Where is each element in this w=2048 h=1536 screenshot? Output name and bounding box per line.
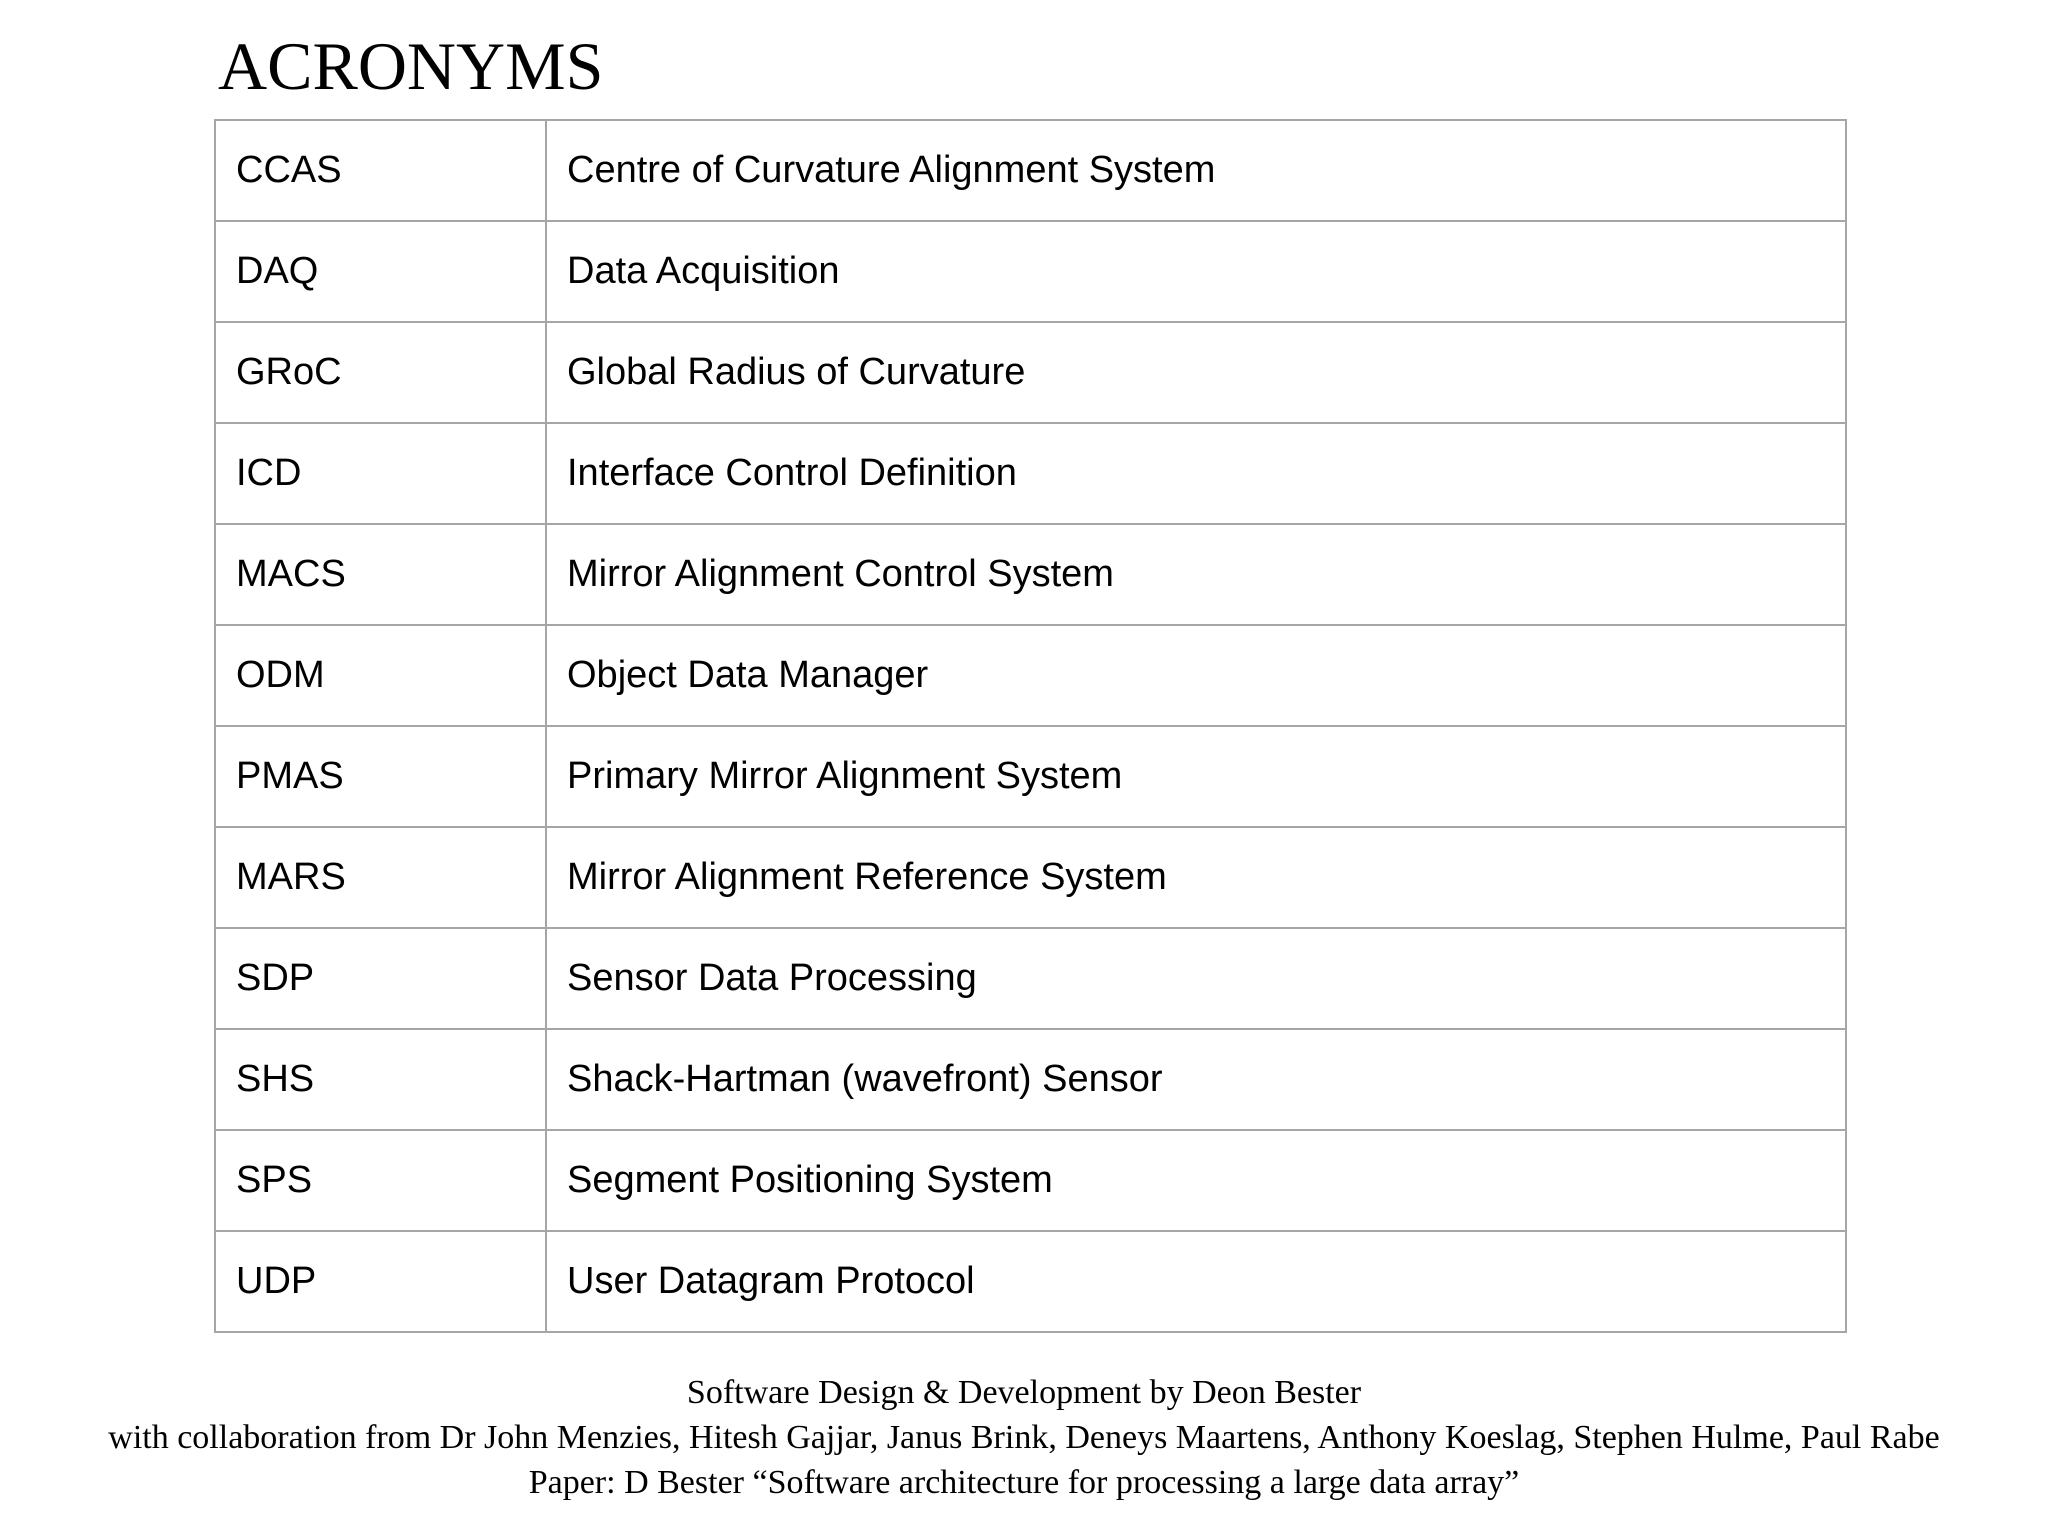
definition-cell: Shack-Hartman (wavefront) Sensor [546, 1029, 1846, 1130]
acronym-cell: SHS [215, 1029, 546, 1130]
acronym-cell: ODM [215, 625, 546, 726]
footer-collaborators-line: with collaboration from Dr John Menzies, Hitesh Gajjar, Janus Brink, Deneys Maartens, Anthony Koeslag, Stephen Hulme, Paul Rabe [108, 1419, 1940, 1456]
acronym-cell: ICD [215, 423, 546, 524]
table-row [215, 827, 1846, 928]
table-row [215, 1130, 1846, 1231]
acronym-cell: SDP [215, 928, 546, 1029]
acronym-cell: MARS [215, 827, 546, 928]
definition-cell: Data Acquisition [546, 221, 1846, 322]
definition-cell: Object Data Manager [546, 625, 1846, 726]
acronym-cell: GRoC [215, 322, 546, 423]
definition-cell: Mirror Alignment Control System [546, 524, 1846, 625]
table-row [215, 625, 1846, 726]
footer-credit-line: Software Design & Development by Deon Bester [686, 1374, 1362, 1411]
acronym-cell: MACS [215, 524, 546, 625]
acronym-cell: CCAS [215, 120, 546, 221]
definition-cell: Sensor Data Processing [546, 928, 1846, 1029]
table-row [215, 423, 1846, 524]
table-row [215, 928, 1846, 1029]
table-row [215, 726, 1846, 827]
acronym-cell: PMAS [215, 726, 546, 827]
definition-cell: Centre of Curvature Alignment System [546, 120, 1846, 221]
table-row [215, 1029, 1846, 1130]
footer-credits [0, 1370, 2048, 1505]
table-row [215, 322, 1846, 423]
definition-cell: User Datagram Protocol [546, 1231, 1846, 1332]
table-row [215, 524, 1846, 625]
acronym-table [214, 119, 1847, 1333]
table-row [215, 1231, 1846, 1332]
definition-cell: Segment Positioning System [546, 1130, 1846, 1231]
acronym-cell: UDP [215, 1231, 546, 1332]
definition-cell: Mirror Alignment Reference System [546, 827, 1846, 928]
page-title: ACRONYMS [218, 28, 604, 104]
definition-cell: Global Radius of Curvature [546, 322, 1846, 423]
acronym-cell: SPS [215, 1130, 546, 1231]
definition-cell: Primary Mirror Alignment System [546, 726, 1846, 827]
table-row [215, 120, 1846, 221]
table-row [215, 221, 1846, 322]
footer-paper-line: Paper: D Bester “Software architecture for processing a large data array” [528, 1464, 1520, 1501]
acronym-cell: DAQ [215, 221, 546, 322]
definition-cell: Interface Control Definition [546, 423, 1846, 524]
